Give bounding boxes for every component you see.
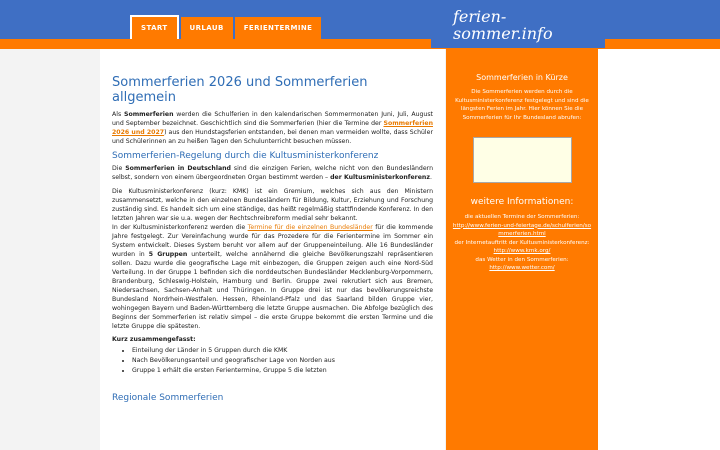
nav-start[interactable]: START bbox=[130, 15, 179, 39]
sommerferien-termine-link[interactable]: Sommerferien 2026 und 2027 bbox=[112, 120, 433, 136]
sidebar-link-label-3: das Wetter in den Sommerferien: bbox=[475, 256, 569, 263]
nav-urlaub[interactable]: URLAUB bbox=[181, 17, 233, 39]
section-heading-regional: Regionale Sommerferien bbox=[112, 393, 224, 403]
intro-text-3: ) aus den Hundstagsferien entstanden, bei denen man vermeiden wollte, dass Schüler und Schülerinnen an zu heißen Tagen den Schulunterricht besuchen müssen. bbox=[112, 129, 433, 145]
intro-text-2: werden die Schulferien in den kalendarischen Sommermonaten Juni, Juli, August und September bezeichnet. Geschichtlich sind die Sommerferien (hier die Termine der bbox=[112, 111, 433, 127]
sidebar-more-info-heading: weitere Informationen: bbox=[470, 197, 574, 207]
bundeslaender-termine-link[interactable]: Termine für die einzelnen Bundesländer bbox=[247, 224, 373, 231]
p2-text-3: . bbox=[429, 174, 432, 181]
kmk-paragraph-2: Die Kultusministerkonferenz (kurz: KMK) ist ein Gremium, welches sich aus den Ministern zusammensetzt, welche in den einzelnen Bundesländern für Bildung, Kultur, Erziehung und Forschung zuständig sind. Es handelt sich um eine ständige, das heißt regelmäßig stattfindende Konferenz. In den letzten Jahren war sie u.a. wegen der Rechtschreibreform medial sehr bekannt. bbox=[112, 188, 433, 222]
summary-list bbox=[112, 346, 433, 376]
sidebar-links bbox=[446, 213, 598, 273]
kmk-link[interactable]: http://www.kmk.org/ bbox=[493, 248, 551, 254]
intro-text-1: Als bbox=[112, 111, 124, 118]
p2-bold-2: der Kultusministerkonferenz bbox=[330, 174, 430, 181]
sidebar-intro: Die Sommerferien werden durch die Kultusministerkonferenz festgelegt und sind die längsten Ferien im Jahr. Hier können Sie die Sommerferien für Ihr Bundesland abrufen: bbox=[455, 89, 589, 121]
sidebar bbox=[446, 49, 598, 450]
intro-bold-1: Sommerferien bbox=[123, 111, 174, 118]
logo-line-2: sommer.info bbox=[453, 24, 553, 43]
bundesland-selector-box[interactable] bbox=[473, 137, 572, 183]
wetter-link[interactable]: http://www.wetter.com/ bbox=[489, 265, 555, 271]
summary-heading: Kurz zusammengefasst: bbox=[112, 336, 196, 343]
list-item: • Nach Bevölkerungsanteil und geografischer Lage von Norden aus bbox=[132, 356, 433, 366]
kmk-paragraph-3 bbox=[112, 223, 433, 331]
main-content bbox=[100, 49, 445, 450]
header-bar bbox=[0, 0, 720, 41]
logo-line-1: ferien- bbox=[453, 7, 507, 26]
ferien-und-feiertage-link[interactable]: http://www.ferien-und-feiertage.de/schulferien/sommerferien.html bbox=[452, 222, 592, 237]
sidebar-link-label-2: der Internetauftritt der Kultusministerkonferenz: bbox=[454, 239, 590, 246]
sidebar-heading: Sommerferien in Kürze bbox=[476, 73, 568, 82]
intro-paragraph bbox=[112, 110, 433, 146]
main-nav bbox=[130, 17, 323, 39]
p2-text-2: sind die einzigen Ferien, welche nicht von den Bundesländern selbst, sondern von einem übergeordneten Organ bestimmt werden – bbox=[112, 165, 433, 181]
kmk-paragraph-1 bbox=[112, 164, 433, 182]
nav-ferientermine[interactable]: FERIENTERMINE bbox=[235, 17, 322, 39]
section-heading-kmk: Sommerferien-Regelung durch die Kultusministerkonferenz bbox=[112, 151, 379, 161]
p4-text-2: für die kommende Jahre festgelegt. Zur Vereinfachung wurde für das Prozedere für die Ferientermine im Sommer ein System entwickelt. Dieses System beruht vor allem auf der Gruppeneinteilung. Alle 16 Bundesländer wurden in bbox=[112, 224, 433, 258]
right-margin bbox=[598, 49, 720, 450]
list-item: • Gruppe 1 erhält die ersten Ferientermine, Gruppe 5 die letzten bbox=[132, 366, 433, 376]
p4-text-3: unterteilt, welche annähernd die gleiche Bevölkerungszahl repräsentieren sollen. Dazu wurde die geografische Lage mit einbezogen, die Gruppen zeigen auch eine Nord-Süd Verteilung. In der Gruppe 1 befinden sich die norddeutschen Bundesländer Mecklenburg-Vorpommern, Brandenburg, Schleswig-Holstein, Hamburg und Berlin. Gruppe zwei rekrutiert sich aus Bremen, Niedersachsen, Sachsen-Anhalt und Thüringen. In Gruppe drei ist nur das bevölkerungsreichste Bundesland Nordrhein-Westfalen. Hessen, Rheinland-Pfalz und das Saarland bilden Gruppe vier, wohingegen Bayern und Baden-Württemberg die letzte Gruppe ausmachen. Die Abfolge bezüglich des Beginns der Sommerferien ist relativ simpel – die erste Gruppe bekommt die ersten Termine und die letzte Gruppe die spätesten. bbox=[112, 251, 433, 330]
page-title: Sommerferien 2026 und Sommerferien allgemein bbox=[112, 75, 368, 105]
header-orange-strip bbox=[0, 39, 720, 49]
sidebar-link-label-1: die aktuellen Termine der Sommerferien: bbox=[464, 214, 580, 220]
site-logo[interactable] bbox=[431, 8, 605, 48]
p4-bold-1: 5 Gruppen bbox=[148, 251, 188, 258]
p4-text-1: In der Kultusministerkonferenz werden die bbox=[112, 224, 248, 231]
p2-text-1: Die bbox=[112, 165, 126, 172]
p2-bold-1: Sommerferien in Deutschland bbox=[125, 165, 231, 172]
list-item: • Einteilung der Länder in 5 Gruppen durch die KMK bbox=[132, 346, 433, 356]
